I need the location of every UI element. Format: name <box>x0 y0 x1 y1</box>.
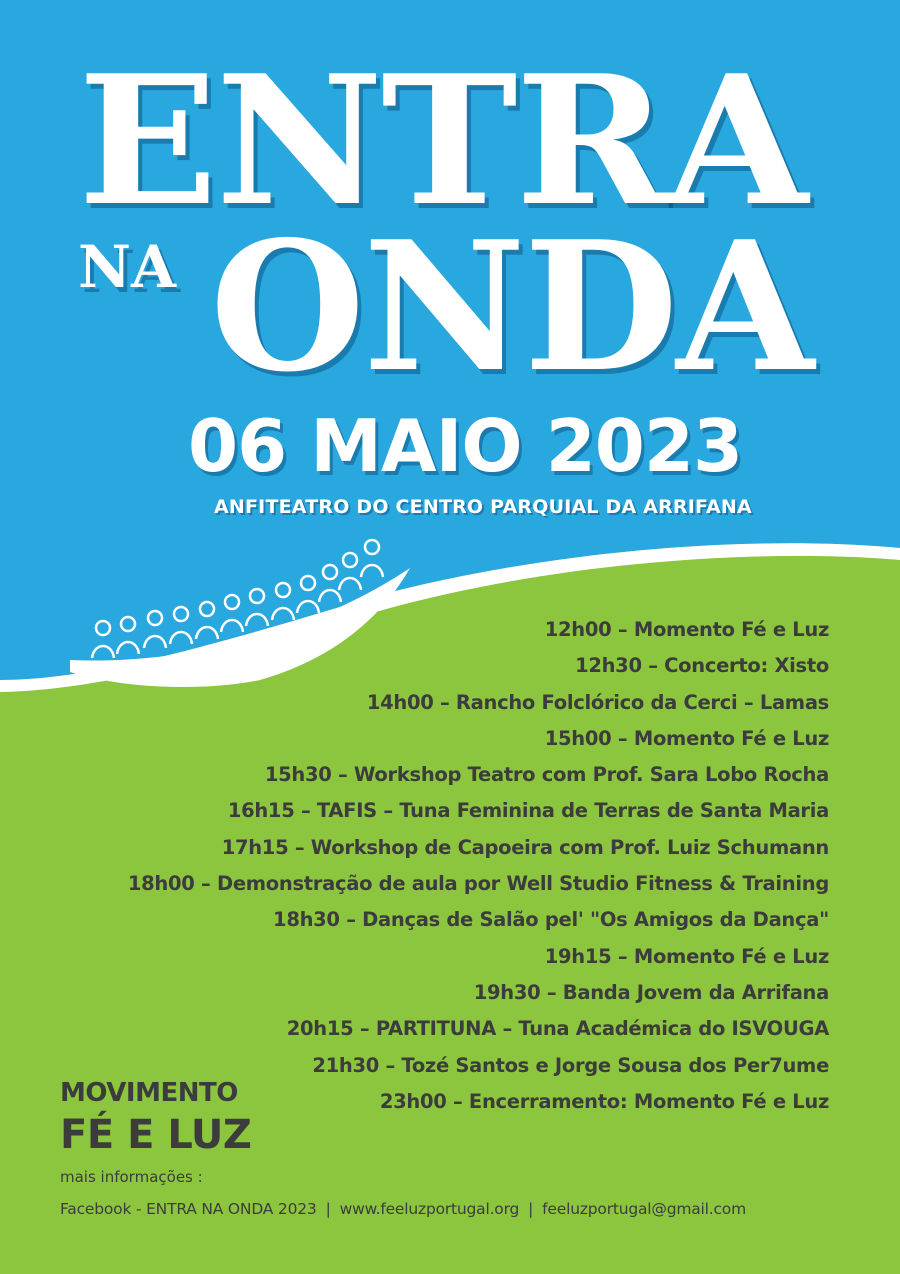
schedule-item: 23h00 – Encerramento: Momento Fé e Luz <box>379 1089 829 1113</box>
schedule-item: 18h30 – Danças de Salão pel' "Os Amigos da Dança" <box>273 908 829 932</box>
schedule-item: 19h15 – Momento Fé e Luz <box>544 944 829 968</box>
email-link[interactable]: feeluzportugal@gmail.com <box>542 1200 746 1218</box>
organizer-name-line2: FÉ E LUZ <box>60 1112 252 1158</box>
schedule-item: 19h30 – Banda Jovem da Arrifana <box>473 980 829 1004</box>
schedule-item: 17h15 – Workshop de Capoeira com Prof. Luiz Schumann <box>221 835 829 859</box>
schedule-item: 12h00 – Momento Fé e Luz <box>544 618 829 641</box>
title-onda: ONDA <box>210 202 813 411</box>
contact-line <box>60 1200 746 1218</box>
schedule-list <box>128 612 829 1120</box>
schedule-item: 18h00 – Demonstração de aula por Well Studio Fitness & Training <box>127 872 829 896</box>
website-link[interactable]: www.feeluzportugal.org <box>339 1200 520 1218</box>
organizer-name-line1: MOVIMENTO <box>60 1078 238 1108</box>
event-venue: ANFITEATRO DO CENTRO PARQUIAL DA ARRIFANA <box>214 496 752 518</box>
facebook-link[interactable]: Facebook - ENTRA NA ONDA 2023 <box>60 1200 317 1218</box>
schedule-item: 21h30 – Tozé Santos e Jorge Sousa dos Per7ume <box>312 1053 829 1077</box>
schedule-item: 20h15 – PARTITUNA – Tuna Académica do ISVOUGA <box>286 1017 829 1041</box>
info-label: mais informações : <box>60 1168 203 1186</box>
schedule-item: 15h30 – Workshop Teatro com Prof. Sara Lobo Rocha <box>264 763 829 787</box>
schedule-item: 12h30 – Concerto: Xisto <box>575 654 829 678</box>
event-date: 06 MAIO 2023 <box>188 404 743 488</box>
title-entra: ENTRA <box>78 36 807 245</box>
schedule-item: 16h15 – TAFIS – Tuna Feminina de Terras de Santa Maria <box>227 799 829 823</box>
schedule-item: 14h00 – Rancho Folclórico da Cerci – Lamas <box>366 690 829 714</box>
separator: | <box>325 1200 331 1218</box>
title-na: NA <box>78 233 177 301</box>
separator: | <box>528 1200 534 1218</box>
schedule-item: 15h00 – Momento Fé e Luz <box>544 726 829 750</box>
